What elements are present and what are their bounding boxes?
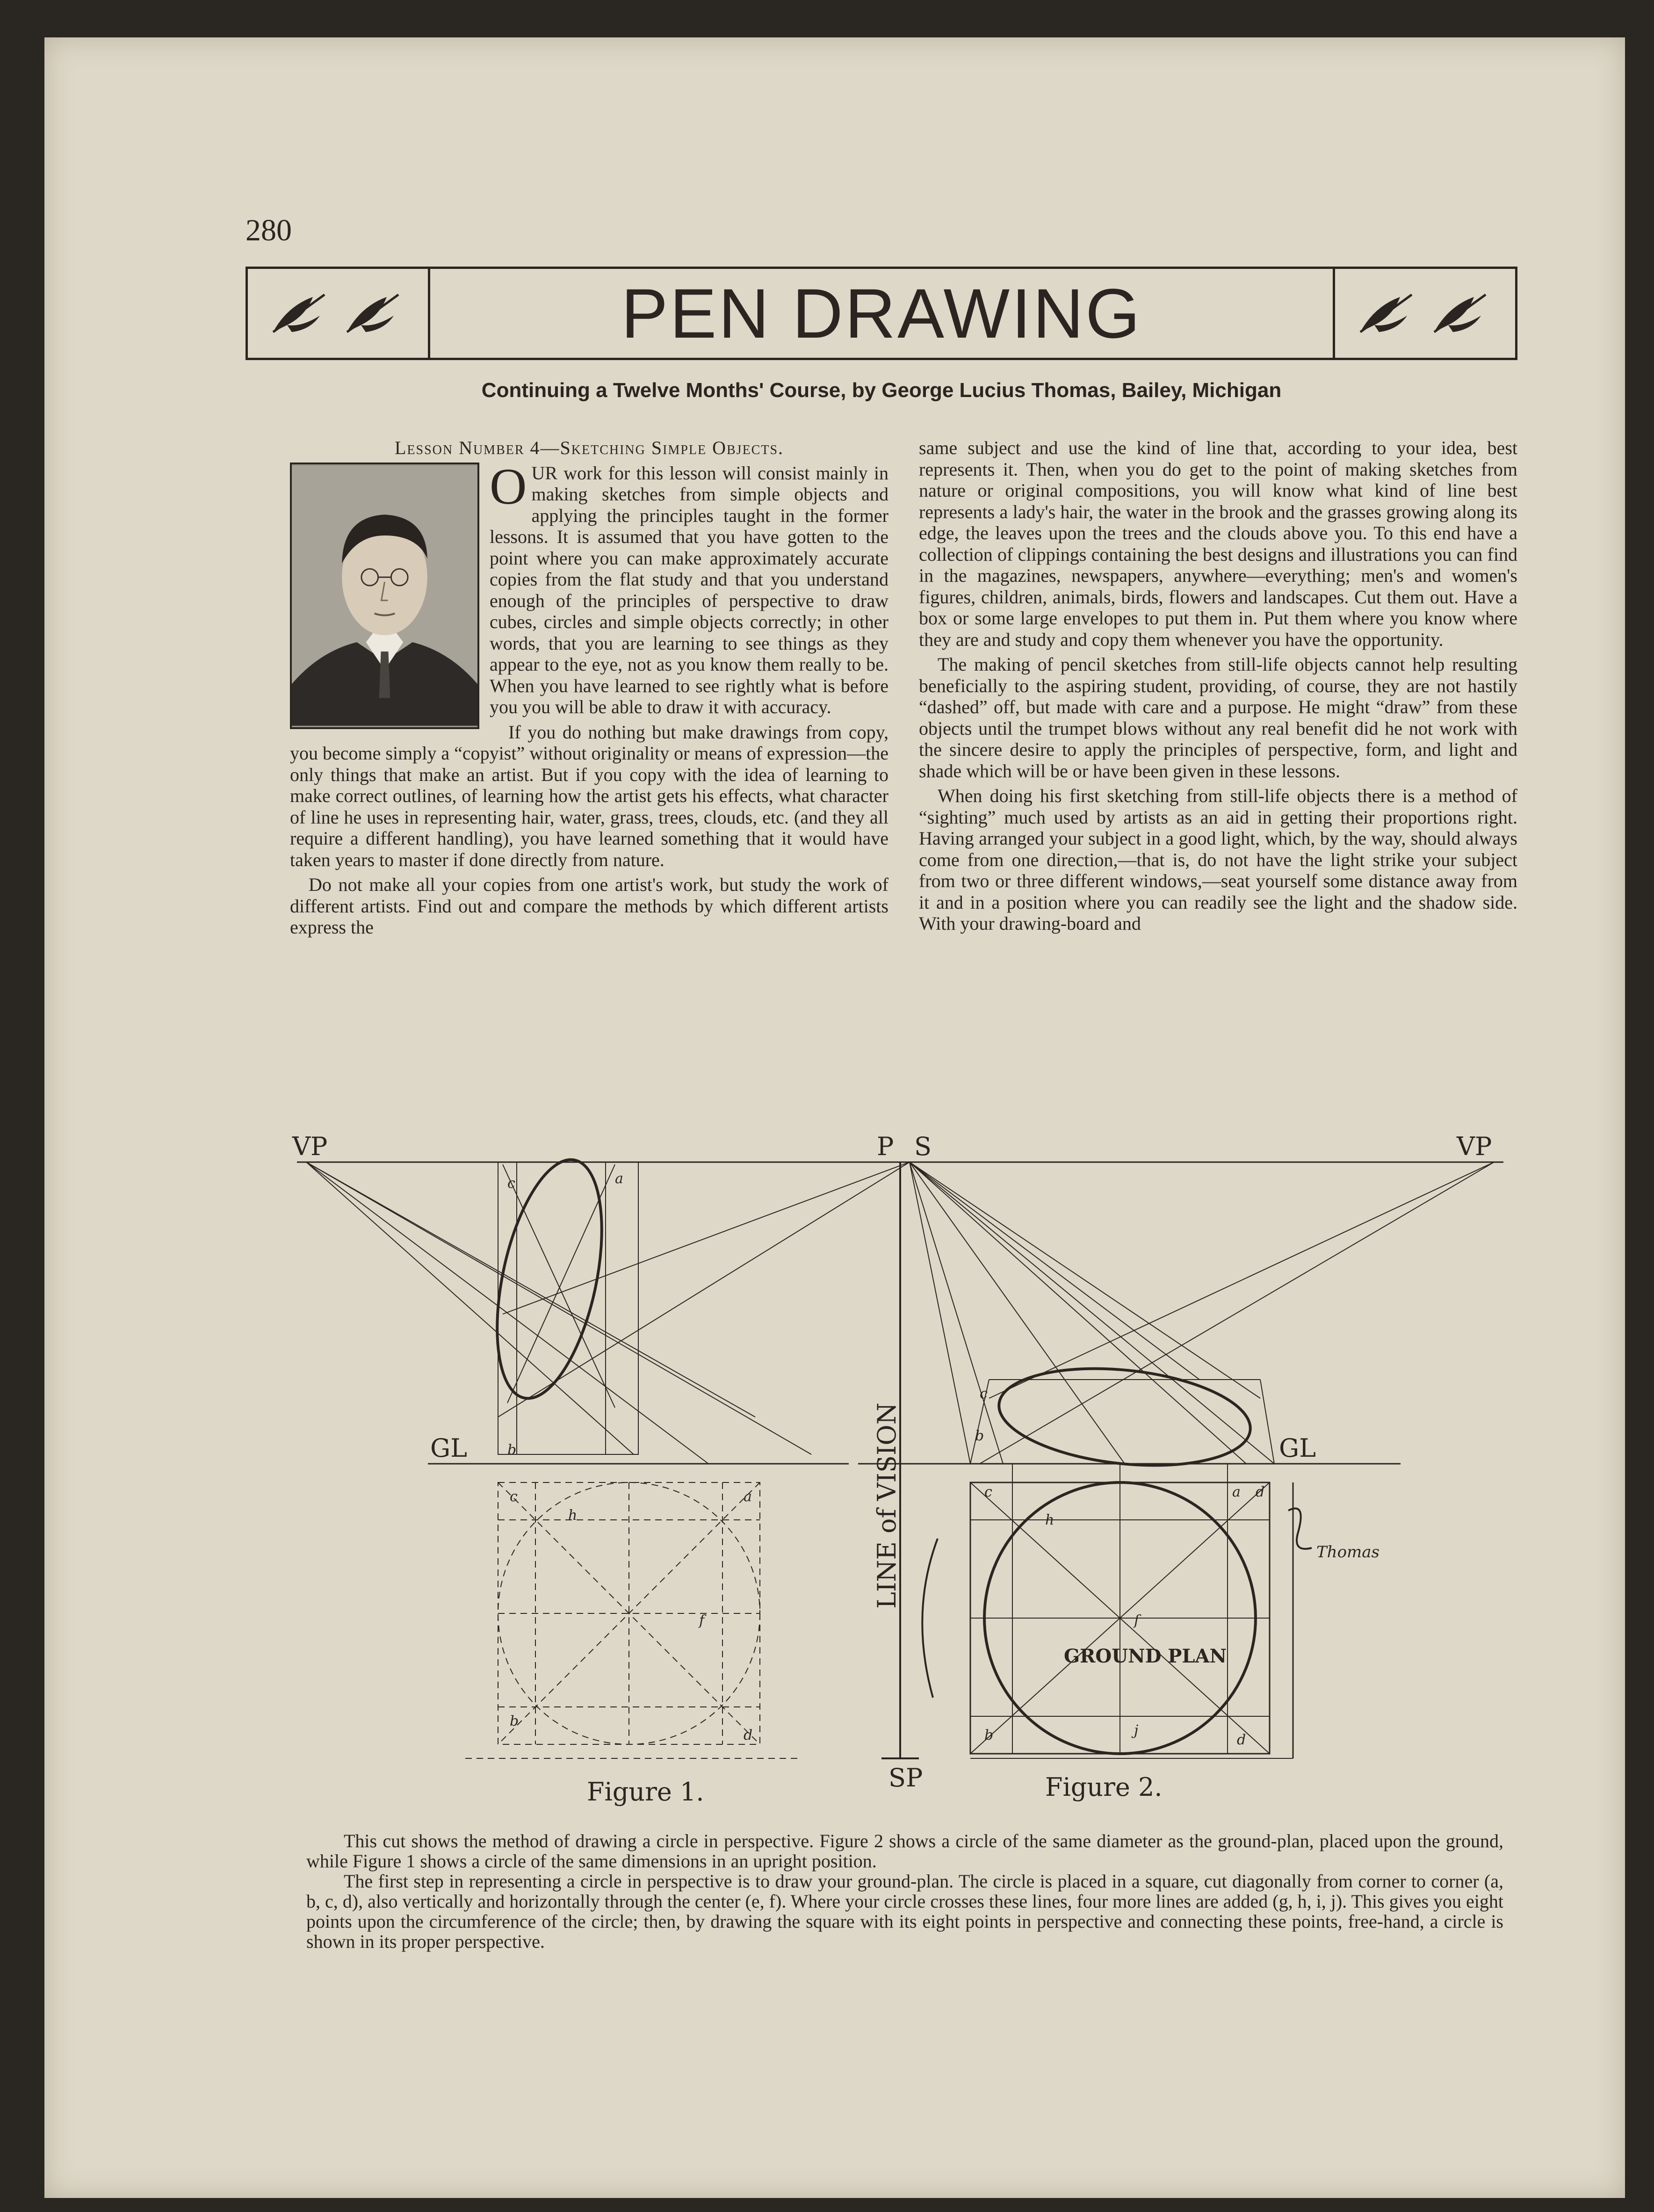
portrait-photo bbox=[292, 464, 477, 727]
right-paragraph-3: When doing his first sketching from still-life objects there is a method of “sighting” much used by artists as an aid in getting their proportions right. Having arranged your subject in a good light, which, by the way, should always come from one direction,—that is, do not have the light strike your subject from two or three different windows,—seat yourself some distance away from it and in a position where you can readily see the light and the shadow side. With your drawing-board and bbox=[919, 785, 1517, 934]
page-number: 280 bbox=[246, 213, 292, 247]
gl-right-label: GL bbox=[1279, 1433, 1316, 1463]
ornament-right bbox=[1333, 269, 1515, 358]
svg-text:j: j bbox=[1134, 1722, 1139, 1739]
s-label: S bbox=[914, 1136, 932, 1161]
left-column bbox=[290, 437, 888, 942]
svg-text:f: f bbox=[699, 1612, 705, 1629]
svg-text:b: b bbox=[510, 1713, 519, 1729]
sp-label: SP bbox=[888, 1763, 923, 1793]
p-label: P bbox=[877, 1136, 894, 1161]
svg-text:d: d bbox=[1237, 1732, 1246, 1748]
line-of-vision-label: LINE of VISION bbox=[872, 1402, 902, 1609]
svg-text:a: a bbox=[744, 1489, 752, 1505]
figure-2-label: Figure 2. bbox=[1045, 1772, 1163, 1802]
ground-plan-label: GROUND PLAN bbox=[1064, 1645, 1227, 1667]
caption-paragraph-1: This cut shows the method of drawing a circle in perspective. Figure 2 shows a circle of the same diameter as the ground-plan, placed upon the ground, while Figure 1 shows a circle of the same dimensions in an upright position. bbox=[306, 1830, 1503, 1872]
vp-left-label: VP bbox=[292, 1136, 328, 1161]
vp-right-label: VP bbox=[1457, 1136, 1492, 1161]
left-paragraph-3: Do not make all your copies from one artist's work, but study the work of different artists. Find out and compare the methods by which different artists express the bbox=[290, 874, 888, 938]
svg-text:h: h bbox=[1045, 1512, 1055, 1528]
title-banner bbox=[246, 267, 1517, 360]
perspective-figures bbox=[288, 1136, 1513, 1814]
leaf-ornament-icon bbox=[268, 288, 334, 339]
figure-caption bbox=[306, 1831, 1503, 1952]
leaf-ornament-icon bbox=[1356, 288, 1421, 339]
right-column bbox=[919, 437, 1517, 938]
left-paragraph-2: If you do nothing but make drawings from copy, you become simply a “copyist” without originality or means of expression—the only things that make an artist. But if you copy with the idea of learning to make correct outlines, of learning how the artist gets his effects, what character of line he uses in representing hair, water, grass, trees, clouds, etc. (and they all require a different handling), you have learned something that it would have taken years to master if done directly from nature. bbox=[290, 721, 888, 870]
right-paragraph-1: same subject and use the kind of line that, according to your idea, best represents it. Then, when you do get to the point of making sketches from nature or original compositions, you will know what kind of line best represents a lady's hair, the water in the brook and the grasses growing along its edge, the leaves upon the trees and the clouds above you. To this end have a collection of clippings containing the best designs and illustrations you can find in the magazines, newspapers, anywhere—everything; men's and women's figures, children, animals, birds, flowers and landscapes. Cut them out. Have a box or some large envelopes to put them in. Put them where you know where they are and study and copy them whenever you have the opportunity. bbox=[919, 437, 1517, 650]
page bbox=[44, 37, 1625, 2198]
svg-text:f: f bbox=[1134, 1612, 1140, 1629]
svg-text:d: d bbox=[744, 1727, 753, 1743]
svg-text:a: a bbox=[615, 1171, 623, 1187]
svg-text:c: c bbox=[984, 1484, 992, 1500]
banner-title: PEN DRAWING bbox=[621, 274, 1142, 353]
figure-1-label: Figure 1. bbox=[587, 1777, 704, 1807]
svg-text:b: b bbox=[984, 1727, 994, 1743]
svg-text:a: a bbox=[1232, 1484, 1241, 1500]
svg-text:c: c bbox=[980, 1386, 988, 1402]
perspective-diagram bbox=[288, 1136, 1513, 1814]
leaf-ornament-icon bbox=[342, 288, 408, 339]
svg-text:c: c bbox=[510, 1489, 518, 1505]
signature: Thomas bbox=[1316, 1543, 1380, 1561]
gl-left-label: GL bbox=[430, 1433, 467, 1463]
caption-paragraph-2: The first step in representing a circle in perspective is to draw your ground-plan. The circle is placed in a square, cut diagonally from corner to corner (a, b, c, d), also vertically and horizontally through the center (e, f). Where your circle crosses these lines, four more lines are added (g, h, i, j). This gives you eight points upon the circumference of the circle; then, by drawing the square with its eight points in perspective and connecting these points, free-hand, a circle is shown in its proper perspective. bbox=[306, 1871, 1503, 1952]
ornament-left bbox=[248, 269, 430, 358]
right-paragraph-2: The making of pencil sketches from still-life objects cannot help resulting beneficially to the aspiring student, providing, of course, they are not hastily “dashed” off, but made with care and a purpose. He might “draw” from these objects until the trumpet blows without any real benefit did he not work with the sincere desire to apply the principles of perspective, form, and light and shade which will be or have been given in these lessons. bbox=[919, 654, 1517, 781]
lesson-title: Lesson Number 4—Sketching Simple Objects. bbox=[394, 437, 784, 458]
drop-cap: O bbox=[490, 457, 527, 515]
left-paragraph-1: OUR work for this lesson will consist mainly in making sketches from simple objects and applying the principles taught in the former lessons. It is assumed that you have gotten to the point where you can make approximately accurate copies from the flat study and that you understand enough of the principles of perspective to draw cubes, circles and simple objects correctly; in other words, that you are learning to see things as they appear to the eye, not as you know them really to be. When you have learned to see rightly what is before you you will be able to draw it with accuracy. bbox=[490, 457, 888, 717]
svg-text:c: c bbox=[507, 1175, 515, 1192]
author-portrait bbox=[290, 463, 479, 729]
svg-text:d: d bbox=[1256, 1484, 1265, 1500]
svg-text:h: h bbox=[568, 1507, 578, 1524]
svg-text:b: b bbox=[507, 1442, 517, 1458]
leaf-ornament-icon bbox=[1430, 288, 1495, 339]
svg-text:b: b bbox=[975, 1428, 984, 1444]
article-subtitle: Continuing a Twelve Months' Course, by George Lucius Thomas, Bailey, Michigan bbox=[481, 379, 1282, 402]
